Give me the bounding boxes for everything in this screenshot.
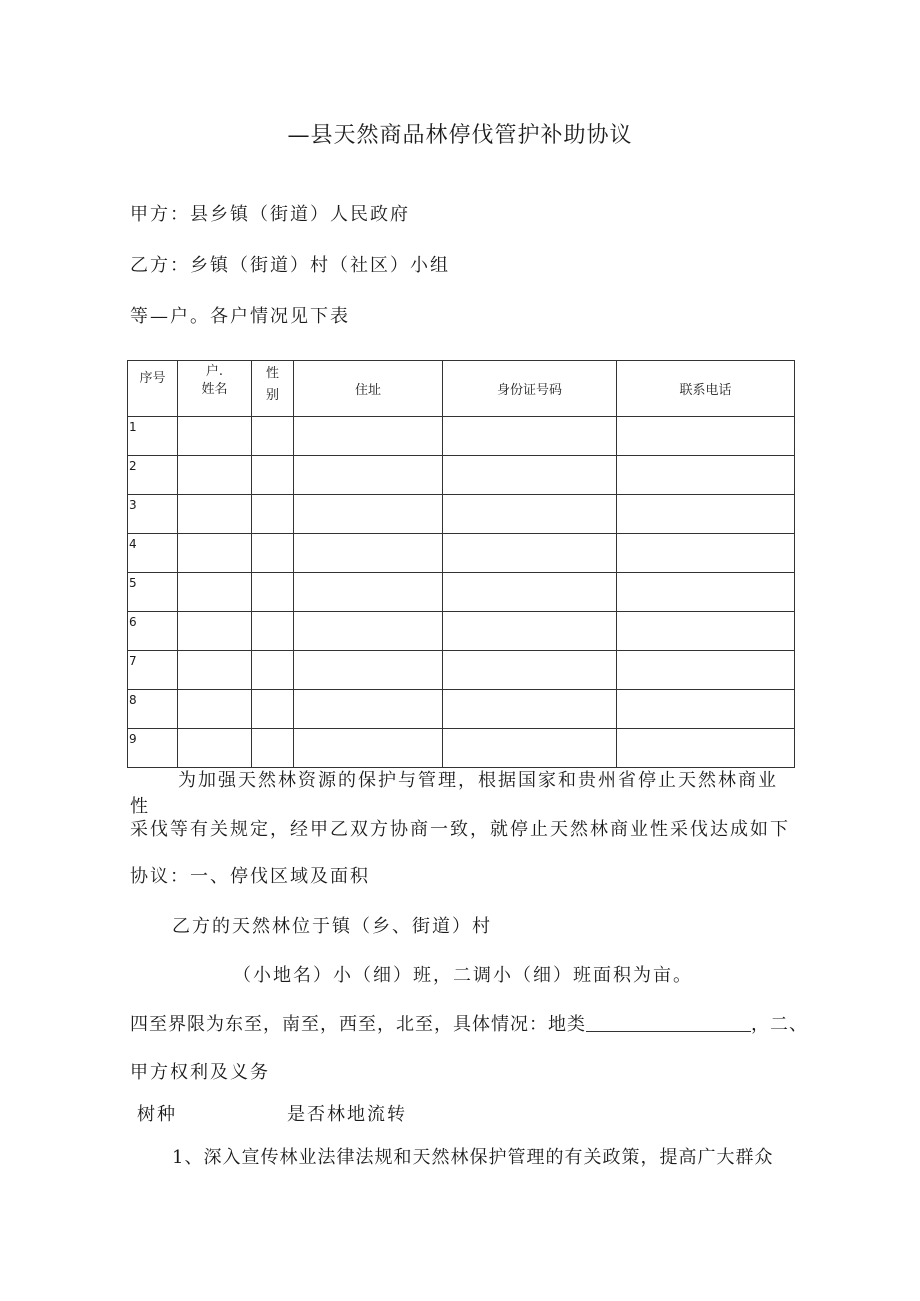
table-row bbox=[128, 417, 795, 456]
table-cell bbox=[443, 612, 617, 651]
row-number: 8 bbox=[128, 690, 178, 729]
table-cell bbox=[252, 456, 294, 495]
land-type-blank bbox=[586, 1013, 751, 1032]
body-paragraph-1: 为加强天然林资源的保护与管理，根据国家和贵州省停止天然林商业性 bbox=[130, 770, 778, 817]
table-cell bbox=[294, 651, 443, 690]
boundary-suffix: ，二、 bbox=[751, 1014, 808, 1035]
table-cell bbox=[252, 495, 294, 534]
table-cell bbox=[443, 456, 617, 495]
table-cell bbox=[178, 651, 252, 690]
table-header-row bbox=[128, 361, 795, 417]
table-cell bbox=[294, 495, 443, 534]
table-cell bbox=[252, 690, 294, 729]
table-cell bbox=[252, 534, 294, 573]
boundary-text: 四至界限为东至，南至，西至，北至，具体情况：地类 bbox=[130, 1014, 586, 1035]
table-cell bbox=[252, 573, 294, 612]
table-cell bbox=[443, 534, 617, 573]
table-cell bbox=[443, 417, 617, 456]
table-row bbox=[128, 612, 795, 651]
header-id-number: 身份证号码 bbox=[443, 361, 617, 417]
household-table bbox=[127, 360, 795, 768]
row-number: 6 bbox=[128, 612, 178, 651]
table-cell bbox=[617, 690, 795, 729]
table-cell bbox=[294, 729, 443, 768]
row-number: 5 bbox=[128, 573, 178, 612]
body-paragraph-3: 协议：一、停伐区域及面积 bbox=[130, 866, 370, 887]
body-paragraph-7: 甲方权利及义务 bbox=[130, 1062, 270, 1083]
row-number: 9 bbox=[128, 729, 178, 768]
table-cell bbox=[443, 573, 617, 612]
header-name bbox=[178, 361, 252, 417]
party-b-line: 乙方：乡镇（街道）村（社区）小组 bbox=[130, 255, 450, 276]
table-cell bbox=[294, 456, 443, 495]
header-name-bottom: 姓名 bbox=[201, 382, 228, 397]
row-number: 2 bbox=[128, 456, 178, 495]
table-row bbox=[128, 690, 795, 729]
body-paragraph-6 bbox=[130, 1010, 808, 1036]
table-cell bbox=[178, 729, 252, 768]
table-cell bbox=[178, 495, 252, 534]
header-phone: 联系电话 bbox=[617, 361, 795, 417]
table-row bbox=[128, 534, 795, 573]
table-cell bbox=[294, 612, 443, 651]
table-cell bbox=[294, 417, 443, 456]
row-number: 3 bbox=[128, 495, 178, 534]
table-cell bbox=[178, 612, 252, 651]
table-cell bbox=[617, 495, 795, 534]
table-cell bbox=[294, 690, 443, 729]
table-cell bbox=[443, 729, 617, 768]
table-cell bbox=[617, 456, 795, 495]
header-seq: 序号 bbox=[128, 361, 178, 417]
table-cell bbox=[294, 534, 443, 573]
table-cell bbox=[252, 651, 294, 690]
table-cell bbox=[443, 495, 617, 534]
body-paragraph-9: 1、深入宣传林业法律法规和天然林保护管理的有关政策，提高广大群众 bbox=[172, 1147, 774, 1168]
table-cell bbox=[294, 573, 443, 612]
table-cell bbox=[617, 417, 795, 456]
table-cell bbox=[617, 729, 795, 768]
header-name-top: 户. bbox=[205, 364, 224, 379]
table-row bbox=[128, 573, 795, 612]
table-row bbox=[128, 729, 795, 768]
table-cell bbox=[617, 534, 795, 573]
table-cell bbox=[178, 690, 252, 729]
table-cell bbox=[178, 456, 252, 495]
table-cell bbox=[252, 729, 294, 768]
body-paragraph-4: 乙方的天然林位于镇（乡、街道）村 bbox=[172, 916, 492, 937]
table-cell bbox=[443, 690, 617, 729]
table-row bbox=[128, 651, 795, 690]
table-cell bbox=[178, 417, 252, 456]
body-paragraph-8 bbox=[137, 1100, 802, 1126]
header-gender bbox=[252, 361, 294, 417]
tree-species-label: 树种 bbox=[137, 1104, 177, 1125]
table-cell bbox=[617, 651, 795, 690]
header-address: 住址 bbox=[294, 361, 443, 417]
table-row bbox=[128, 495, 795, 534]
table-cell bbox=[252, 417, 294, 456]
body-paragraph-5: （小地名）小（细）班，二调小（细）班面积为亩。 bbox=[233, 965, 693, 986]
table-cell bbox=[178, 534, 252, 573]
table-cell bbox=[443, 651, 617, 690]
row-number: 1 bbox=[128, 417, 178, 456]
body-paragraph-2: 采伐等有关规定，经甲乙双方协商一致，就停止天然林商业性采伐达成如下 bbox=[130, 819, 790, 840]
households-line: 等—户。各户情况见下表 bbox=[130, 306, 350, 327]
party-a-line: 甲方：县乡镇（街道）人民政府 bbox=[130, 204, 410, 225]
land-transfer-label: 是否林地流转 bbox=[287, 1104, 407, 1125]
table-cell bbox=[252, 612, 294, 651]
row-number: 4 bbox=[128, 534, 178, 573]
table-cell bbox=[178, 573, 252, 612]
document-title: —县天然商品林停伐管护补助协议 bbox=[287, 123, 633, 148]
table-cell bbox=[617, 573, 795, 612]
row-number: 7 bbox=[128, 651, 178, 690]
table-row bbox=[128, 456, 795, 495]
header-gender-top: 性 bbox=[265, 366, 279, 381]
header-gender-bottom: 别 bbox=[265, 388, 279, 403]
table-cell bbox=[617, 612, 795, 651]
